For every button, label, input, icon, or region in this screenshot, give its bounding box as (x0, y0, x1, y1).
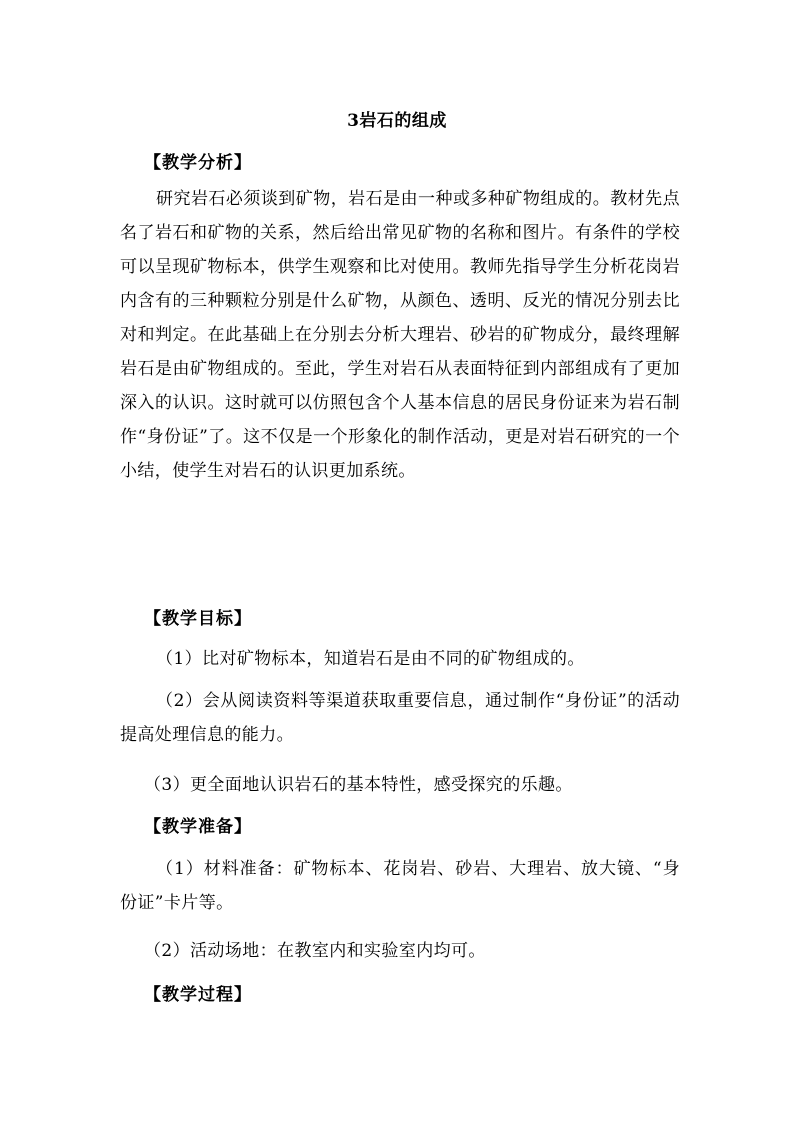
document-title: 3岩石的组成 (347, 111, 447, 131)
prep-1: （1）材料准备：矿物标本、花岗岩、砂岩、大理岩、放大镜、“身份证”卡片等。 (120, 859, 680, 913)
goal-1: （1）比对矿物标本，知道岩石是由不同的矿物组成的。 (156, 649, 585, 669)
goal-2: （2）会从阅读资料等渠道获取重要信息，通过制作“身份证”的活动提高处理信息的能力。 (120, 691, 680, 745)
goals-heading: 【教学目标】 (144, 609, 252, 629)
goal-3: （3）更全面地认识岩石的基本特性，感受探究的乐趣。 (144, 775, 573, 795)
analysis-heading: 【教学分析】 (144, 153, 252, 173)
analysis-paragraph: 研究岩石必须谈到矿物，岩石是由一种或多种矿物组成的。教材先点名了岩石和矿物的关系，然后给出常见矿物的名称和图片。有条件的学校可以呈现矿物标本，供学生观察和比对使用。教师先指导学生分析花岗岩内含有的三种颗粒分别是什么矿物，从颜色、透明、反光的情况分别去比对和判定。在此基础上在分别去分析大理岩、砂岩的矿物成分，最终理解岩石是由矿物组成的。至此，学生对岩石从表面特征到内部组成有了更加深入的认识。这时就可以仿照包含个人基本信息的居民身份证来为岩石制作“身份证”了。这不仅是一个形象化的制作活动，更是对岩石研究的一个小结，使学生对岩石的认识更加系统。 (120, 189, 680, 481)
prep-2: （2）活动场地：在教室内和实验室内均可。 (144, 941, 486, 961)
prep-heading: 【教学准备】 (144, 817, 252, 837)
process-heading: 【教学过程】 (144, 985, 252, 1005)
